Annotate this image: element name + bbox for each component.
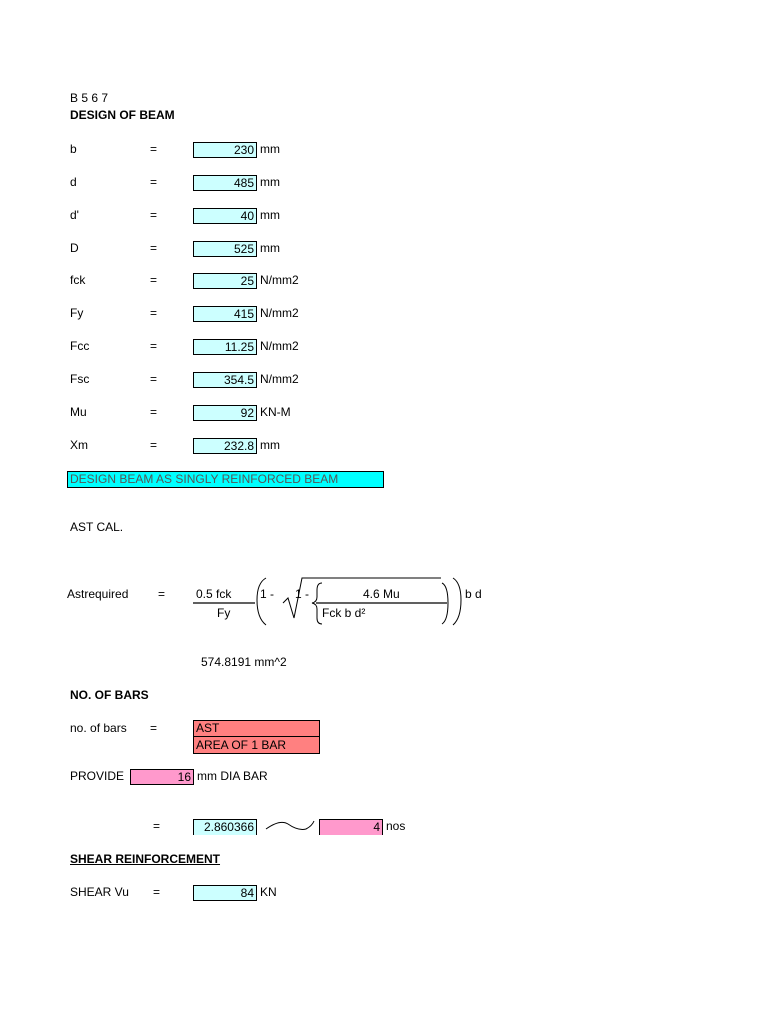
- equals-sign: =: [153, 885, 161, 899]
- input-b[interactable]: 230: [193, 142, 257, 158]
- input-fcc[interactable]: 11.25: [193, 339, 257, 355]
- unit-fsc: N/mm2: [260, 372, 299, 386]
- input-d[interactable]: 485: [193, 175, 257, 191]
- bars-rounded-value[interactable]: 4: [319, 819, 383, 835]
- label-d-prime: d': [70, 208, 79, 222]
- label-mu: Mu: [70, 405, 87, 419]
- equals-sign: =: [150, 721, 158, 735]
- input-d-prime[interactable]: 40: [193, 208, 257, 224]
- label-d: d: [70, 175, 77, 189]
- equals-sign: =: [150, 273, 158, 287]
- page-title: DESIGN OF BEAM: [70, 108, 175, 122]
- label-xm: Xm: [70, 438, 88, 452]
- label-fy: Fy: [70, 306, 84, 320]
- equals-sign: =: [150, 405, 158, 419]
- unit-xm: mm: [260, 438, 280, 452]
- provide-label: PROVIDE: [70, 769, 125, 783]
- ast-result: 574.8191 mm^2: [201, 655, 287, 669]
- unit-b: mm: [260, 142, 280, 156]
- formula-inner-numerator: 4.6 Mu: [363, 587, 400, 601]
- formula-denominator: Fy: [217, 606, 231, 620]
- equals-sign: =: [150, 208, 158, 222]
- shear-heading: SHEAR REINFORCEMENT: [70, 852, 221, 866]
- equals-sign: =: [150, 142, 158, 156]
- bars-raw-value: 2.860366: [193, 819, 257, 835]
- ast-label: Astrequired: [67, 587, 129, 601]
- bar-diameter-unit: mm DIA BAR: [197, 769, 268, 783]
- bars-rounded-unit: nos: [386, 819, 406, 833]
- unit-d: mm: [260, 175, 280, 189]
- input-fy[interactable]: 415: [193, 306, 257, 322]
- unit-fcc: N/mm2: [260, 339, 299, 353]
- bars-formula-box: [193, 720, 320, 754]
- sheet-code: B 5 6 7: [70, 91, 109, 105]
- input-D[interactable]: 525: [193, 241, 257, 257]
- equals-sign: =: [150, 306, 158, 320]
- shear-label: SHEAR Vu: [70, 885, 129, 899]
- bars-heading: NO. OF BARS: [70, 688, 149, 702]
- label-b: b: [70, 142, 77, 156]
- bar-diameter-input[interactable]: 16: [130, 769, 194, 785]
- input-fsc[interactable]: 354.5: [193, 372, 257, 388]
- equals-sign: =: [150, 175, 158, 189]
- shear-input[interactable]: 84: [193, 885, 257, 901]
- formula-inner-denominator: Fck b d²: [322, 606, 366, 620]
- bars-formula-numerator: AST: [196, 721, 220, 735]
- equals-sign: =: [150, 241, 158, 255]
- shear-unit: KN: [260, 885, 277, 899]
- label-D: D: [70, 241, 79, 255]
- label-fcc: Fcc: [70, 339, 90, 353]
- equals-sign: =: [158, 587, 166, 601]
- bars-formula-denominator: AREA OF 1 BAR: [196, 738, 287, 752]
- formula-tail: b d: [465, 587, 482, 601]
- unit-d-prime: mm: [260, 208, 280, 222]
- input-fck[interactable]: 25: [193, 273, 257, 289]
- formula-one-minus-inner: 1 -: [295, 587, 310, 601]
- input-mu[interactable]: 92: [193, 405, 257, 421]
- formula-one-minus-outer: 1 -: [260, 587, 275, 601]
- input-xm[interactable]: 232.8: [193, 438, 257, 454]
- label-fck: fck: [70, 273, 86, 287]
- label-fsc: Fsc: [70, 372, 90, 386]
- bars-label: no. of bars: [70, 721, 127, 735]
- design-type-banner: DESIGN BEAM AS SINGLY REINFORCED BEAM: [67, 471, 384, 488]
- ast-heading: AST CAL.: [70, 520, 124, 534]
- unit-fy: N/mm2: [260, 306, 299, 320]
- unit-mu: KN-M: [260, 405, 291, 419]
- equals-sign: =: [150, 339, 158, 353]
- equals-sign: =: [150, 372, 158, 386]
- equals-sign: =: [153, 819, 161, 833]
- equals-sign: =: [150, 438, 158, 452]
- unit-fck: N/mm2: [260, 273, 299, 287]
- unit-D: mm: [260, 241, 280, 255]
- formula-numerator: 0.5 fck: [196, 587, 232, 601]
